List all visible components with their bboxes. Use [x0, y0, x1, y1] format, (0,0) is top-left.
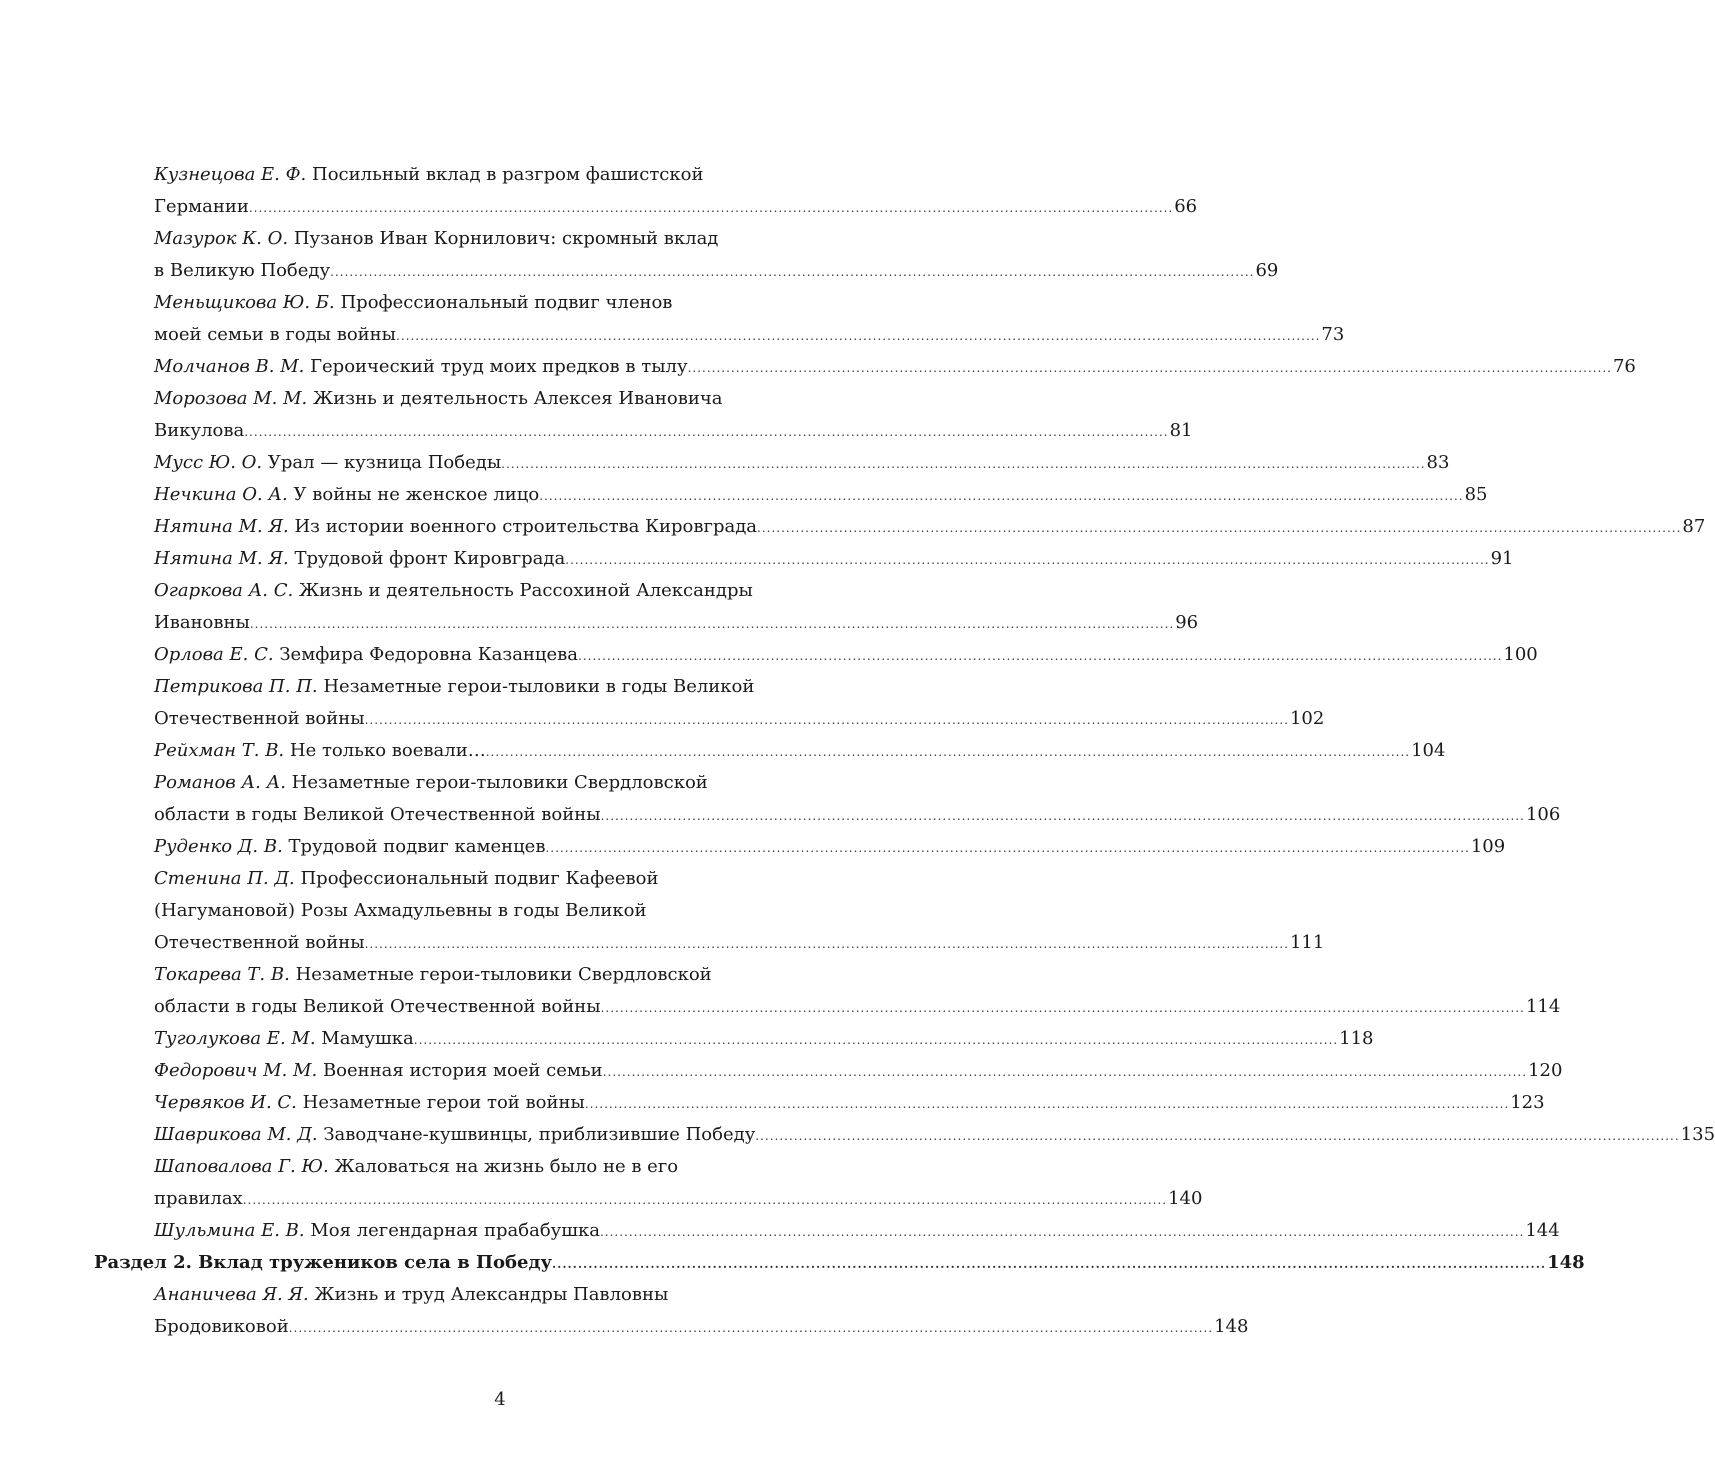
dot-leader: ................................................................................................................................................................................................ — [755, 1129, 1680, 1143]
toc-entry-title: Германии — [154, 196, 249, 217]
toc-entry — [0, 543, 1514, 575]
toc-entry-title: Военная история моей семьи — [322, 1060, 603, 1081]
toc-entry-author: Нятина М. Я. — [154, 548, 289, 569]
toc-entry-title: области в годы Великой Отечественной войны — [154, 996, 601, 1017]
dot-leader: ................................................................................................................................................................................................ — [687, 361, 1612, 375]
page-number: 4 — [494, 1389, 506, 1410]
toc-entry-author: Стенина П. Д. — [154, 868, 295, 889]
toc-entry — [0, 863, 1325, 959]
dot-leader: ................................................................................................................................................................................................ — [565, 553, 1490, 567]
toc-entry-text — [94, 1247, 552, 1279]
toc-entry-title: Незаметные герои-тыловики Свердловской — [295, 964, 712, 985]
toc-entry — [0, 767, 1561, 831]
toc-entry-title: Жаловаться на жизнь было не в его — [334, 1156, 679, 1177]
toc-entry — [0, 575, 1199, 639]
toc-entry-author: Морозова М. М. — [154, 388, 308, 409]
dot-leader: ................................................................................................................................................................................................ — [602, 1065, 1528, 1079]
toc-entry-text — [154, 1311, 289, 1343]
toc-entry-text — [154, 164, 703, 185]
dot-leader: ................................................................................................................................................................................................ — [757, 521, 1682, 535]
toc-entry-line — [154, 159, 814, 191]
toc-entry-title: Пузанов Иван Корнилович: скромный вклад — [293, 228, 719, 249]
toc-entry — [0, 511, 1706, 543]
toc-entry-title: Незаметные герои-тыловики в годы Великой — [323, 676, 755, 697]
toc-page-number: 111 — [1289, 932, 1325, 953]
toc-entry-text — [154, 991, 601, 1023]
dot-leader: ................................................................................................................................................................................................ — [242, 1193, 1168, 1207]
toc-entry-line — [94, 1247, 1585, 1279]
toc-page-number: 118 — [1339, 1028, 1374, 1049]
toc-entry-text — [154, 1055, 603, 1087]
toc-entry-title: Жизнь и деятельность Алексея Ивановича — [312, 388, 723, 409]
toc-entry-author: Романов А. А. — [154, 772, 286, 793]
toc-page-number: 76 — [1612, 356, 1636, 377]
toc-entry-line — [154, 223, 814, 255]
toc-page-number: 100 — [1503, 644, 1538, 665]
toc-entry-line — [154, 543, 1514, 575]
toc-entry-line — [154, 511, 1706, 543]
dot-leader: ................................................................................................................................................................................................ — [551, 1257, 1547, 1271]
toc-entry-text — [154, 255, 330, 287]
toc-entry-title: Заводчане-кушвинцы, приблизившие Победу — [323, 1124, 756, 1145]
toc-entry-text — [154, 1284, 668, 1305]
toc-entry-text — [154, 964, 712, 985]
toc-entry-line — [154, 895, 814, 927]
toc-entry-line — [154, 1215, 1560, 1247]
toc-entry-line — [154, 1023, 1374, 1055]
toc-entry — [0, 287, 1345, 351]
toc-entry — [0, 1055, 1563, 1087]
toc-page-number: 73 — [1321, 324, 1345, 345]
toc-entry-line — [154, 831, 1506, 863]
toc-entry-author: Меньщикова Ю. Б. — [154, 292, 335, 313]
toc-entry-title: Не только воевали… — [289, 740, 486, 761]
toc-entry-text — [154, 191, 249, 223]
dot-leader: ................................................................................................................................................................................................ — [364, 713, 1289, 727]
toc-entry-text — [154, 580, 753, 601]
toc-entry-title: Трудовой фронт Кировграда — [294, 548, 566, 569]
dot-leader: ................................................................................................................................................................................................ — [244, 425, 1169, 439]
toc-entry — [0, 1087, 1545, 1119]
toc-entry — [0, 351, 1636, 383]
toc-entry-author: Токарева Т. В. — [154, 964, 290, 985]
dot-leader: ................................................................................................................................................................................................ — [599, 1225, 1525, 1239]
toc-entry-text — [154, 479, 539, 511]
dot-leader: ................................................................................................................................................................................................ — [600, 1001, 1525, 1015]
toc-entry-text — [154, 1119, 755, 1151]
toc-entry — [0, 1023, 1374, 1055]
toc-entry-line — [154, 1119, 1715, 1151]
toc-entry-title: Урал — кузница Победы — [267, 452, 502, 473]
toc-entry-title: Незаметные герои-тыловики Свердловской — [291, 772, 708, 793]
toc-entry-line — [154, 1055, 1563, 1087]
toc-entry-line — [154, 479, 1488, 511]
toc-entry-line — [154, 991, 1561, 1023]
toc-entry-line — [154, 703, 1325, 735]
toc-section-heading — [0, 1247, 1585, 1279]
dot-leader: ................................................................................................................................................................................................ — [539, 489, 1464, 503]
toc-entry — [0, 639, 1538, 671]
dot-leader: ................................................................................................................................................................................................ — [330, 265, 1255, 279]
toc-entry-title: Трудовой подвиг каменцев — [288, 836, 546, 857]
toc-entry-title: Профессиональный подвиг Кафеевой — [300, 868, 659, 889]
toc-entry-text — [154, 703, 365, 735]
toc-entry-line — [154, 799, 1561, 831]
toc-page-number: 87 — [1682, 516, 1706, 537]
toc-entry-text — [154, 543, 565, 575]
toc-entry-line — [154, 927, 1325, 959]
dot-leader: ................................................................................................................................................................................................ — [501, 457, 1426, 471]
toc-entry — [0, 735, 1446, 767]
toc-entry-title: области в годы Великой Отечественной войны — [154, 804, 601, 825]
toc-entry — [0, 831, 1506, 863]
toc-entry — [0, 447, 1450, 479]
dot-leader: ................................................................................................................................................................................................ — [545, 841, 1470, 855]
toc-entry-title: Отечественной войны — [154, 708, 365, 729]
toc-page-number: 96 — [1175, 612, 1199, 633]
toc-entry-line — [154, 1183, 1203, 1215]
toc-entry-author: Федорович М. М. — [154, 1060, 318, 1081]
dot-leader: ................................................................................................................................................................................................ — [288, 1321, 1214, 1335]
toc-entry — [0, 1119, 1715, 1151]
toc-entry-title: Отечественной войны — [154, 932, 365, 953]
toc-entry-line — [154, 1311, 1249, 1343]
dot-leader: ................................................................................................................................................................................................ — [364, 937, 1289, 951]
dot-leader: ................................................................................................................................................................................................ — [413, 1033, 1339, 1047]
toc-entry-text — [154, 639, 578, 671]
toc-entry-title: Из истории военного строительства Кировграда — [294, 516, 758, 537]
toc-entry-author: Шаврикова М. Д. — [154, 1124, 318, 1145]
toc-entry-text — [154, 831, 545, 863]
toc-entry — [0, 1215, 1560, 1247]
toc-entry-author: Огаркова А. С. — [154, 580, 294, 601]
toc-entry-author: Рейхман Т. В. — [154, 740, 285, 761]
toc-entry-title: Земфира Федоровна Казанцева — [279, 644, 579, 665]
toc-entry-author: Червяков И. С. — [154, 1092, 297, 1113]
toc-entry-text — [154, 676, 754, 697]
toc-page-number: 66 — [1174, 196, 1198, 217]
toc-page-number: 83 — [1426, 452, 1450, 473]
toc-entry-title: У войны не женское лицо — [293, 484, 540, 505]
toc-entry-line — [154, 319, 1345, 351]
toc-entry-line — [154, 767, 814, 799]
toc-entry-text — [154, 228, 718, 249]
toc-entry-author: Мазурок К. О. — [154, 228, 289, 249]
dot-leader: ................................................................................................................................................................................................ — [485, 745, 1411, 759]
toc-entry-text — [154, 511, 757, 543]
toc-page-number: 120 — [1528, 1060, 1563, 1081]
dot-leader: ................................................................................................................................................................................................ — [578, 649, 1503, 663]
toc-entry — [0, 479, 1488, 511]
toc-entry-text — [154, 292, 672, 313]
toc-page-number: 69 — [1255, 260, 1279, 281]
toc-entry — [0, 959, 1561, 1023]
toc-entry — [0, 159, 1198, 223]
toc-entry-line — [154, 287, 814, 319]
toc-entry-line — [154, 575, 814, 607]
toc-page-number: 123 — [1510, 1092, 1545, 1113]
toc-entry-text — [154, 1087, 585, 1119]
toc-entry-author: Шаповалова Г. Ю. — [154, 1156, 329, 1177]
toc-page-number: 106 — [1525, 804, 1561, 825]
toc-page-number: 102 — [1289, 708, 1325, 729]
toc-entry-text — [154, 351, 688, 383]
toc-entry-title: Героический труд моих предков в тылу — [310, 356, 688, 377]
toc-entry-author: Кузнецова Е. Ф. — [154, 164, 307, 185]
toc-entry-title: правилах — [154, 1188, 243, 1209]
toc-entry-text — [154, 868, 659, 889]
toc-entry-title: Викулова — [154, 420, 245, 441]
toc-entry-line — [154, 1279, 814, 1311]
toc-entry-author: Ананичева Я. Я. — [154, 1284, 309, 1305]
toc-page-number: 104 — [1411, 740, 1446, 761]
toc-entry-title: Раздел 2. Вклад тружеников села в Победу — [94, 1252, 552, 1273]
toc-entry-title: в Великую Победу — [154, 260, 331, 281]
toc-entry-line — [154, 1087, 1545, 1119]
toc-entry — [0, 1151, 1203, 1215]
toc-entry-line — [154, 447, 1450, 479]
toc-page-number: 81 — [1169, 420, 1193, 441]
toc-entry-text — [154, 1156, 678, 1177]
toc-entry-text — [154, 607, 250, 639]
toc-page-number: 135 — [1680, 1124, 1715, 1145]
toc-entry-text — [154, 735, 486, 767]
toc-entry-text — [154, 1215, 600, 1247]
toc-entry-line — [154, 1151, 814, 1183]
toc-entry-line — [154, 191, 1198, 223]
toc-entry-text — [154, 1023, 414, 1055]
toc-page-number: 85 — [1464, 484, 1488, 505]
dot-leader: ................................................................................................................................................................................................ — [249, 617, 1175, 631]
toc-entry-author: Мусс Ю. О. — [154, 452, 263, 473]
toc-entry-title: Ивановны — [154, 612, 250, 633]
toc-entry-title: Жизнь и деятельность Рассохиной Александры — [298, 580, 753, 601]
toc-entry-title: Профессиональный подвиг членов — [340, 292, 673, 313]
toc-entry-title: Жизнь и труд Александры Павловны — [314, 1284, 669, 1305]
toc-entry-text — [154, 900, 646, 921]
toc-entry-author: Шульмина Е. В. — [154, 1220, 305, 1241]
dot-leader: ................................................................................................................................................................................................ — [584, 1097, 1510, 1111]
toc-page-number: 114 — [1525, 996, 1561, 1017]
dot-leader: ................................................................................................................................................................................................ — [248, 201, 1174, 215]
toc-page-number: 148 — [1547, 1252, 1585, 1273]
toc-page-number: 140 — [1168, 1188, 1203, 1209]
dot-leader: ................................................................................................................................................................................................ — [600, 809, 1525, 823]
toc-entry — [0, 1279, 1249, 1343]
toc-entry-author: Орлова Е. С. — [154, 644, 274, 665]
toc-entry-text — [154, 799, 601, 831]
toc-entry-line — [154, 383, 814, 415]
toc-entry-line — [154, 863, 814, 895]
toc-entry-line — [154, 351, 1636, 383]
toc-entry-text — [154, 415, 244, 447]
toc-entry-text — [154, 388, 723, 409]
toc-entry-text — [154, 319, 396, 351]
toc-entry-title: (Нагумановой) Розы Ахмадульевны в годы Великой — [154, 900, 647, 921]
toc-entry-author: Руденко Д. В. — [154, 836, 283, 857]
toc-entry-line — [154, 639, 1538, 671]
toc-entry-title: Незаметные герои той войны — [302, 1092, 585, 1113]
toc-entry-text — [154, 927, 365, 959]
toc-entry-title: моей семьи в годы войны — [154, 324, 397, 345]
toc-page-number: 148 — [1214, 1316, 1249, 1337]
toc-entry-line — [154, 959, 814, 991]
toc-page-number: 109 — [1470, 836, 1506, 857]
toc-entry-title: Посильный вклад в разгром фашистской — [312, 164, 704, 185]
toc-entry-title: Моя легендарная прабабушка — [310, 1220, 600, 1241]
toc-entry-author: Нечкина О. А. — [154, 484, 288, 505]
dot-leader: ................................................................................................................................................................................................ — [396, 329, 1321, 343]
toc-entry-title: Мамушка — [321, 1028, 414, 1049]
toc-entry-line — [154, 607, 1199, 639]
toc-page-number: 144 — [1525, 1220, 1560, 1241]
toc-entry-line — [154, 255, 1279, 287]
toc-entry-line — [154, 415, 1193, 447]
toc-entry — [0, 383, 1193, 447]
toc-entry-author: Петрикова П. П. — [154, 676, 318, 697]
toc-entry-title: Бродовиковой — [154, 1316, 289, 1337]
toc-entry-text — [154, 1183, 243, 1215]
toc-entry-author: Молчанов В. М. — [154, 356, 305, 377]
toc-entry-text — [154, 447, 501, 479]
table-of-contents — [0, 159, 1715, 1343]
toc-page-number: 91 — [1490, 548, 1514, 569]
toc-entry — [0, 671, 1325, 735]
toc-entry-author: Нятина М. Я. — [154, 516, 289, 537]
toc-entry-line — [154, 671, 814, 703]
toc-entry-author: Туголукова Е. М. — [154, 1028, 316, 1049]
toc-entry-text — [154, 772, 708, 793]
toc-entry — [0, 223, 1279, 287]
toc-entry-line — [154, 735, 1446, 767]
